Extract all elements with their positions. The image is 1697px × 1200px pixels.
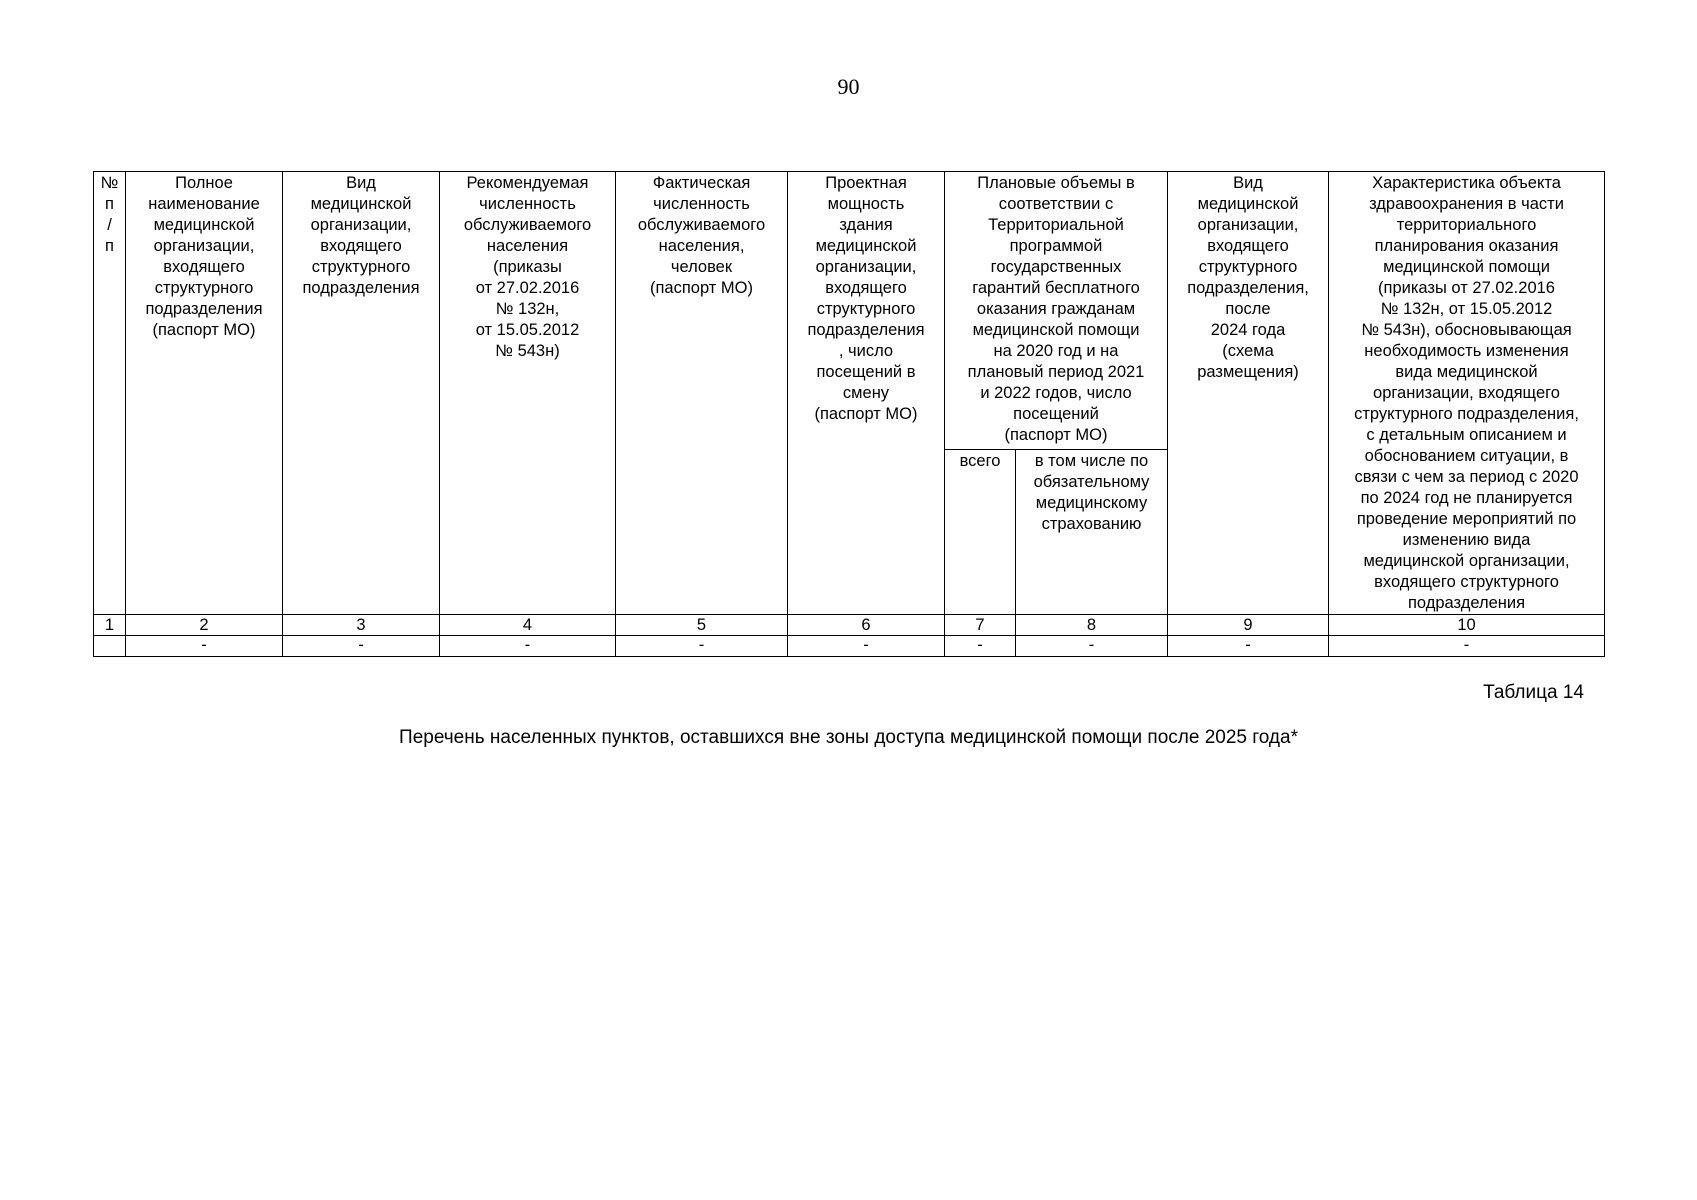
column-number: 10 [1329, 615, 1605, 636]
header-characteristics: Характеристика объекта здравоохранения в части территориального планирования оказания медицинской помощи (приказы от 27.02.2016 № 132н, от 15.05.2012 № 543н), обосновывающая необходимость изменения вида медицинской организации, входящего структурного подразделения, с детальным описанием и обоснованием ситуации, в связи с чем за период с 2020 по 2024 год не планируется проведение мероприятий по изменению вида медицинской организации, входящего структурного подразделения [1329, 172, 1605, 615]
header-planned-volumes: Плановые объемы в соответствии с Территориальной программой государственных гарантий бесплатного оказания гражданам медицинской помощи на 2020 год и на плановый период 2021 и 2022 годов, число посещений (паспорт МО) [945, 172, 1168, 450]
table-cell: - [1016, 636, 1168, 657]
table-cell [94, 636, 126, 657]
column-number: 3 [283, 615, 440, 636]
list-title: Перечень населенных пунктов, оставшихся вне зоны доступа медицинской помощи после 2025 года* [399, 727, 1298, 748]
header-recommended-population: Рекомендуемая численность обслуживаемого населения (приказы от 27.02.2016 № 132н, от 15.05.2012 № 543н) [440, 172, 616, 615]
medical-organizations-table [93, 171, 1605, 657]
column-number-row [94, 615, 1605, 636]
header-row-top [94, 172, 1605, 450]
column-number: 6 [788, 615, 945, 636]
table-cell: - [788, 636, 945, 657]
table-cell: - [126, 636, 283, 657]
table-cell: - [283, 636, 440, 657]
table-cell: - [1168, 636, 1329, 657]
column-number: 5 [616, 615, 788, 636]
column-number: 4 [440, 615, 616, 636]
table-cell: - [440, 636, 616, 657]
column-number: 9 [1168, 615, 1329, 636]
table-cell: - [616, 636, 788, 657]
header-org-type: Вид медицинской организации, входящего структурного подразделения [283, 172, 440, 615]
column-number: 7 [945, 615, 1016, 636]
header-planned-total: всего [945, 450, 1016, 615]
column-number: 2 [126, 615, 283, 636]
table-cell: - [1329, 636, 1605, 657]
page-number: 90 [837, 74, 860, 99]
header-design-capacity: Проектная мощность здания медицинской организации, входящего структурного подразделения , число посещений в смену (паспорт МО) [788, 172, 945, 615]
table-cell: - [945, 636, 1016, 657]
header-org-type-after-2024: Вид медицинской организации, входящего структурного подразделения, после 2024 года (схема размещения) [1168, 172, 1329, 615]
header-full-name: Полное наименование медицинской организации, входящего структурного подразделения (паспорт МО) [126, 172, 283, 615]
column-number: 1 [94, 615, 126, 636]
table-row [94, 636, 1605, 657]
header-actual-population: Фактическая численность обслуживаемого населения, человек (паспорт МО) [616, 172, 788, 615]
header-row-number: № п / п [94, 172, 126, 615]
header-planned-oms: в том числе по обязательному медицинскому страхованию [1016, 450, 1168, 615]
table-caption: Таблица 14 [1483, 682, 1584, 703]
column-number: 8 [1016, 615, 1168, 636]
